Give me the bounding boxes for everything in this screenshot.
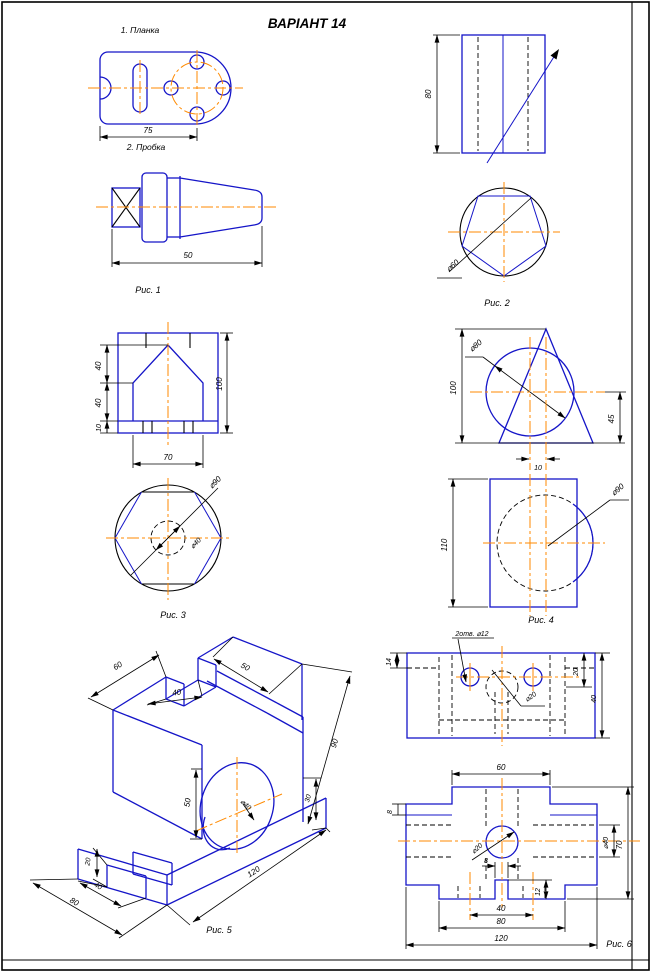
svg-text:40: 40	[94, 361, 103, 371]
fig1-dim-75	[100, 126, 197, 141]
fig5-isometric	[30, 637, 352, 938]
svg-text:120: 120	[245, 864, 262, 880]
svg-text:80: 80	[496, 917, 506, 926]
fig6-front-view	[387, 763, 640, 949]
fig2-dia-label: ⌀60	[444, 257, 461, 274]
fig1-part2-label: 2. Пробка	[126, 142, 166, 152]
fig1-caption: Рис. 1	[135, 285, 161, 295]
svg-text:110: 110	[440, 538, 449, 552]
fig4-dim-100	[449, 329, 462, 443]
svg-text:120: 120	[494, 934, 508, 943]
fig6-holes-label: 2отв. ⌀12	[455, 631, 489, 638]
svg-text:⌀40: ⌀40	[603, 836, 610, 850]
svg-text:90: 90	[329, 737, 341, 749]
fig3-caption: Рис. 3	[160, 610, 186, 620]
fig1-plate-view	[88, 25, 243, 141]
svg-text:10: 10	[96, 424, 103, 432]
fig6-dim-14	[386, 653, 407, 668]
svg-text:60: 60	[496, 763, 506, 772]
fig4-dia-leader	[548, 500, 610, 546]
fig2-front-view	[424, 35, 559, 163]
fig4-dia-cyl-label: ⌀90	[609, 481, 626, 498]
svg-text:50: 50	[182, 797, 193, 808]
fig1-dim-50	[112, 226, 262, 267]
fig6-dim-20-40	[566, 653, 610, 738]
svg-text:40: 40	[496, 904, 506, 913]
svg-text:12: 12	[535, 888, 542, 896]
fig2-dim-80	[424, 35, 460, 153]
svg-text:40: 40	[591, 695, 598, 703]
svg-text:30: 30	[304, 793, 313, 804]
svg-text:70: 70	[615, 840, 624, 850]
fig1-plug-view	[96, 142, 278, 295]
fig2-dia-leader	[449, 198, 531, 272]
sheet-title: ВАРІАНТ 14	[267, 16, 347, 31]
svg-text:10: 10	[534, 465, 542, 472]
fig6-holes-leader	[452, 631, 494, 682]
fig3-front-view	[94, 322, 233, 468]
fig4-caption: Рис. 4	[528, 615, 554, 625]
svg-text:100: 100	[449, 381, 458, 395]
svg-text:45: 45	[607, 414, 616, 424]
svg-text:80: 80	[424, 89, 433, 99]
svg-text:60: 60	[111, 659, 124, 673]
fig6-dia-top-leader	[492, 670, 545, 706]
svg-text:8: 8	[484, 858, 488, 865]
fig3-top-view	[106, 474, 232, 620]
fig4-dim-45	[605, 392, 626, 443]
fig6-dia-front-label: ⌀20	[470, 842, 485, 856]
svg-text:20: 20	[573, 668, 580, 676]
svg-text:50: 50	[239, 660, 252, 674]
fig3-dims-left	[94, 345, 168, 433]
fig6-dia-front-leader	[471, 832, 514, 860]
fig2-section-arrow	[551, 49, 560, 60]
svg-text:70: 70	[163, 453, 173, 462]
fig6-dia-top-label: ⌀20	[524, 691, 538, 704]
fig6-top-view	[386, 631, 610, 746]
fig4-top-view	[449, 329, 626, 472]
fig4-dia-cone-label: ⌀80	[467, 337, 484, 354]
fig4-front-view	[440, 474, 629, 625]
fig4-dim-110	[440, 479, 488, 607]
svg-text:40: 40	[171, 687, 182, 698]
svg-text:80: 80	[68, 895, 81, 908]
svg-text:75: 75	[143, 126, 153, 135]
fig2-top-view	[437, 182, 560, 308]
fig4-dim-10	[516, 459, 560, 472]
fig6-caption: Рис. 6	[606, 939, 632, 949]
svg-text:40: 40	[92, 881, 103, 892]
fig3-dia-inner-label: ⌀40	[189, 536, 203, 551]
fig3-dim-70	[133, 435, 203, 468]
svg-text:50: 50	[183, 251, 193, 260]
fig2-caption: Рис. 2	[484, 298, 510, 308]
fig2-section-line	[487, 52, 557, 163]
fig5-caption: Рис. 5	[206, 925, 232, 935]
svg-text:8: 8	[387, 810, 394, 814]
fig5-dia40-label: ⌀40	[238, 798, 253, 812]
fig3-dia-outer-label: ⌀90	[207, 474, 224, 491]
svg-text:100: 100	[215, 377, 224, 391]
svg-text:14: 14	[386, 658, 393, 666]
svg-text:40: 40	[94, 398, 103, 408]
fig1-part1-label: 1. Планка	[120, 25, 160, 35]
svg-text:20: 20	[84, 857, 93, 867]
fig6-plan-rect	[407, 653, 595, 738]
